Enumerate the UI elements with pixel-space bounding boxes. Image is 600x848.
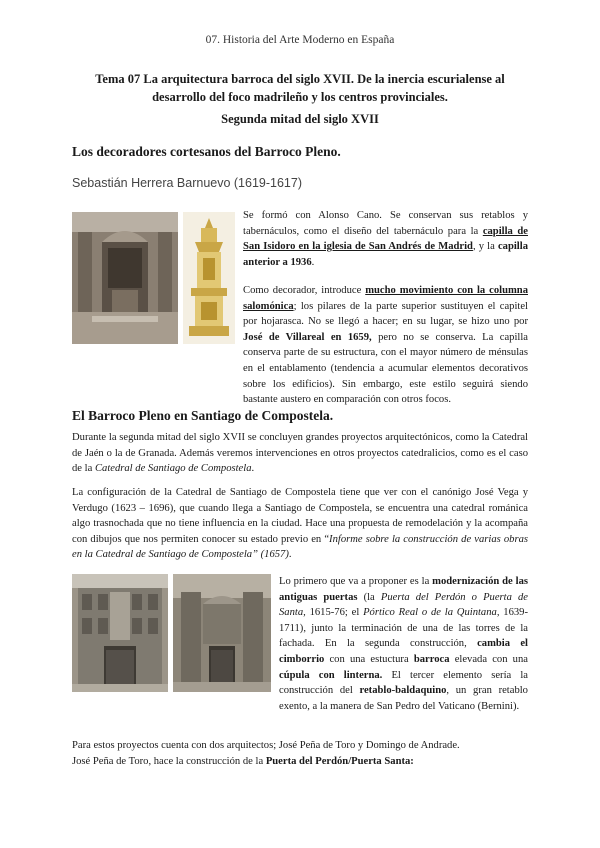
- paragraph-herrera-formacion: Se formó con Alonso Cano. Se conservan sus retablos y tabernáculos, como el diseño del tabernáculo para la capilla de San Isidoro en la iglesia de San Andrés de Madrid, y la capilla anterior a 1936.: [243, 210, 528, 268]
- document-title: Tema 07 La arquitectura barroca del siglo XVII. De la inercia escurialense al desarrollo del foco madrileño y los centros provinciales.: [95, 72, 505, 104]
- author-heading: Sebastián Herrera Barnuevo (1619-1617): [72, 176, 302, 190]
- paragraph-pena-de-toro: José Peña de Toro, hace la construcción de la Puerta del Perdón/Puerta Santa:: [72, 756, 414, 767]
- puerta-santa-image: [72, 574, 168, 692]
- tabernacle-drawing-image: [183, 212, 235, 344]
- running-header: 07. Historia del Arte Moderno en España: [205, 34, 395, 46]
- paragraph-puertas: Lo primero que va a proponer es la modernización de las antiguas puertas (la Puerta del Perdón o Puerta de Santa, 1615-76; el Pórtico Real o de la Quintana, 1639-1711), junto la terminación de una de las torres de la fachada. En la segunda construcción, cambia el cimborrio con una estuctura barroca elevada con una cúpula con linterna. El tercer elemento sería la construcción del retablo-baldaquino, un gran retablo exento, a la manera de San Pedro del Vaticano (Bernini).: [279, 576, 529, 712]
- paragraph-arquitectos: Para estos proyectos cuenta con dos arquitectos; José Peña de Toro y Domingo de Andrade.: [72, 740, 460, 751]
- paragraph-vega-verdugo: La configuración de la Catedral de Santiago de Compostela tiene que ver con el canónigo José Vega y Verdugo (1623 – 1696), que cuando llega a Santiago de Compostela, se encuentra una catedral románica algo trasnochada que no tiene influencia en la ciudad. Hace una propuesta de remodelación y la acompaña con dibujos que nos permiten conocer su estado previo en “Informe sobre la construcción de varias obras en la Catedral de Santiago de Compostela” (1657).: [72, 487, 528, 561]
- paragraph-herrera-decorador-intro: Como decorador, introduce mucho movimiento con la columna salomónica; los pilares de la parte superior sustituyen el capitel por hojarasca. No se llegó a hacer; en su lugar, se hizo uno por José de Villareal en 1659, pero no se conserva. La capilla conserva parte de su estructura, con el mayor número de ménsulas en el entablamento (tendencia a acumular elementos decorativos sobre los edificios). Sin embargo, este estilo seguirá siendo bastante austero en comparación con otros focos.: [243, 285, 528, 406]
- document-subtitle: Segunda mitad del siglo XVII: [221, 112, 379, 126]
- section-heading-decoradores: Los decoradores cortesanos del Barroco Pleno.: [72, 144, 341, 159]
- section-heading-santiago: El Barroco Pleno en Santiago de Compostela.: [72, 408, 334, 423]
- chapel-interior-image: [72, 212, 178, 344]
- portico-real-image: [173, 574, 271, 692]
- paragraph-santiago-intro: Durante la segunda mitad del siglo XVII se concluyen grandes proyectos arquitectónicos, como la Catedral de Jaén o la de Granada. Además veremos intervenciones en otros proyectos catedralicios, como es el caso de la Catedral de Santiago de Compostela.: [72, 432, 528, 475]
